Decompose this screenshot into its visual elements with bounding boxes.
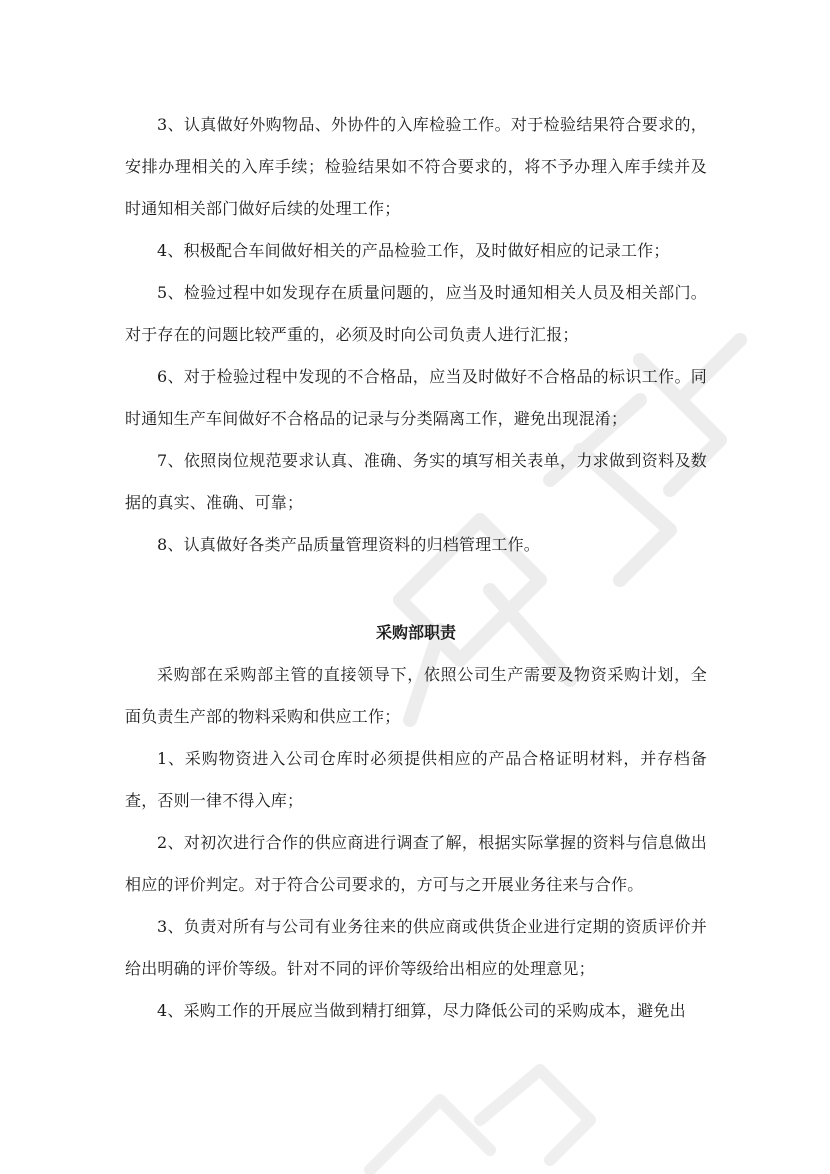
purchasing-item-4: 4、采购工作的开展应当做到精打细算，尽力降低公司的采购成本，避免出 [157, 1001, 686, 1020]
purchasing-item-3: 3、负责对所有与公司有业务往来的供应商或供货企业进行定期的资质评价并给出明确的评价等级。针对不同的评价等级给出相应的处理意见； [125, 917, 707, 978]
paragraph-3: 3、认真做好外购物品、外协件的入库检验工作。对于检验结果符合要求的，安排办理相关的入库手续；检验结果如不符合要求的，将不予办理入库手续并及时通知相关部门做好后续的处理工作； [125, 115, 707, 218]
paragraph-4: 4、积极配合车间做好相关的产品检验工作，及时做好相应的记录工作； [157, 241, 670, 260]
paragraph-8: 8、认真做好各类产品质量管理资料的归档管理工作。 [157, 535, 540, 554]
section-spacer [125, 566, 707, 612]
paragraph-7: 7、依照岗位规范要求认真、准确、务实的填写相关表单，力求做到资料及数据的真实、准确、可靠； [125, 451, 707, 512]
watermark-bottom-icon [330, 1060, 630, 1174]
purchasing-item-1: 1、采购物资进入公司仓库时必须提供相应的产品合格证明材料，并存档备查，否则一律不得入库； [125, 749, 707, 810]
paragraph-6: 6、对于检验过程中发现的不合格品，应当及时做好不合格品的标识工作。同时通知生产车间做好不合格品的记录与分类隔离工作，避免出现混淆； [125, 367, 707, 428]
paragraph-5: 5、检验过程中如发现存在质量问题的，应当及时通知相关人员及相关部门。对于存在的问题比较严重的，必须及时向公司负责人进行汇报； [125, 283, 707, 344]
purchasing-item-2: 2、对初次进行合作的供应商进行调查了解，根据实际掌握的资料与信息做出相应的评价判定。对于符合公司要求的，方可与之开展业务往来与合作。 [125, 833, 707, 894]
purchasing-intro: 采购部在采购部主管的直接领导下，依照公司生产需要及物资采购计划，全面负责生产部的物料采购和供应工作； [125, 665, 707, 726]
document-body [125, 104, 707, 1032]
section-title: 采购部职责 [375, 623, 456, 642]
